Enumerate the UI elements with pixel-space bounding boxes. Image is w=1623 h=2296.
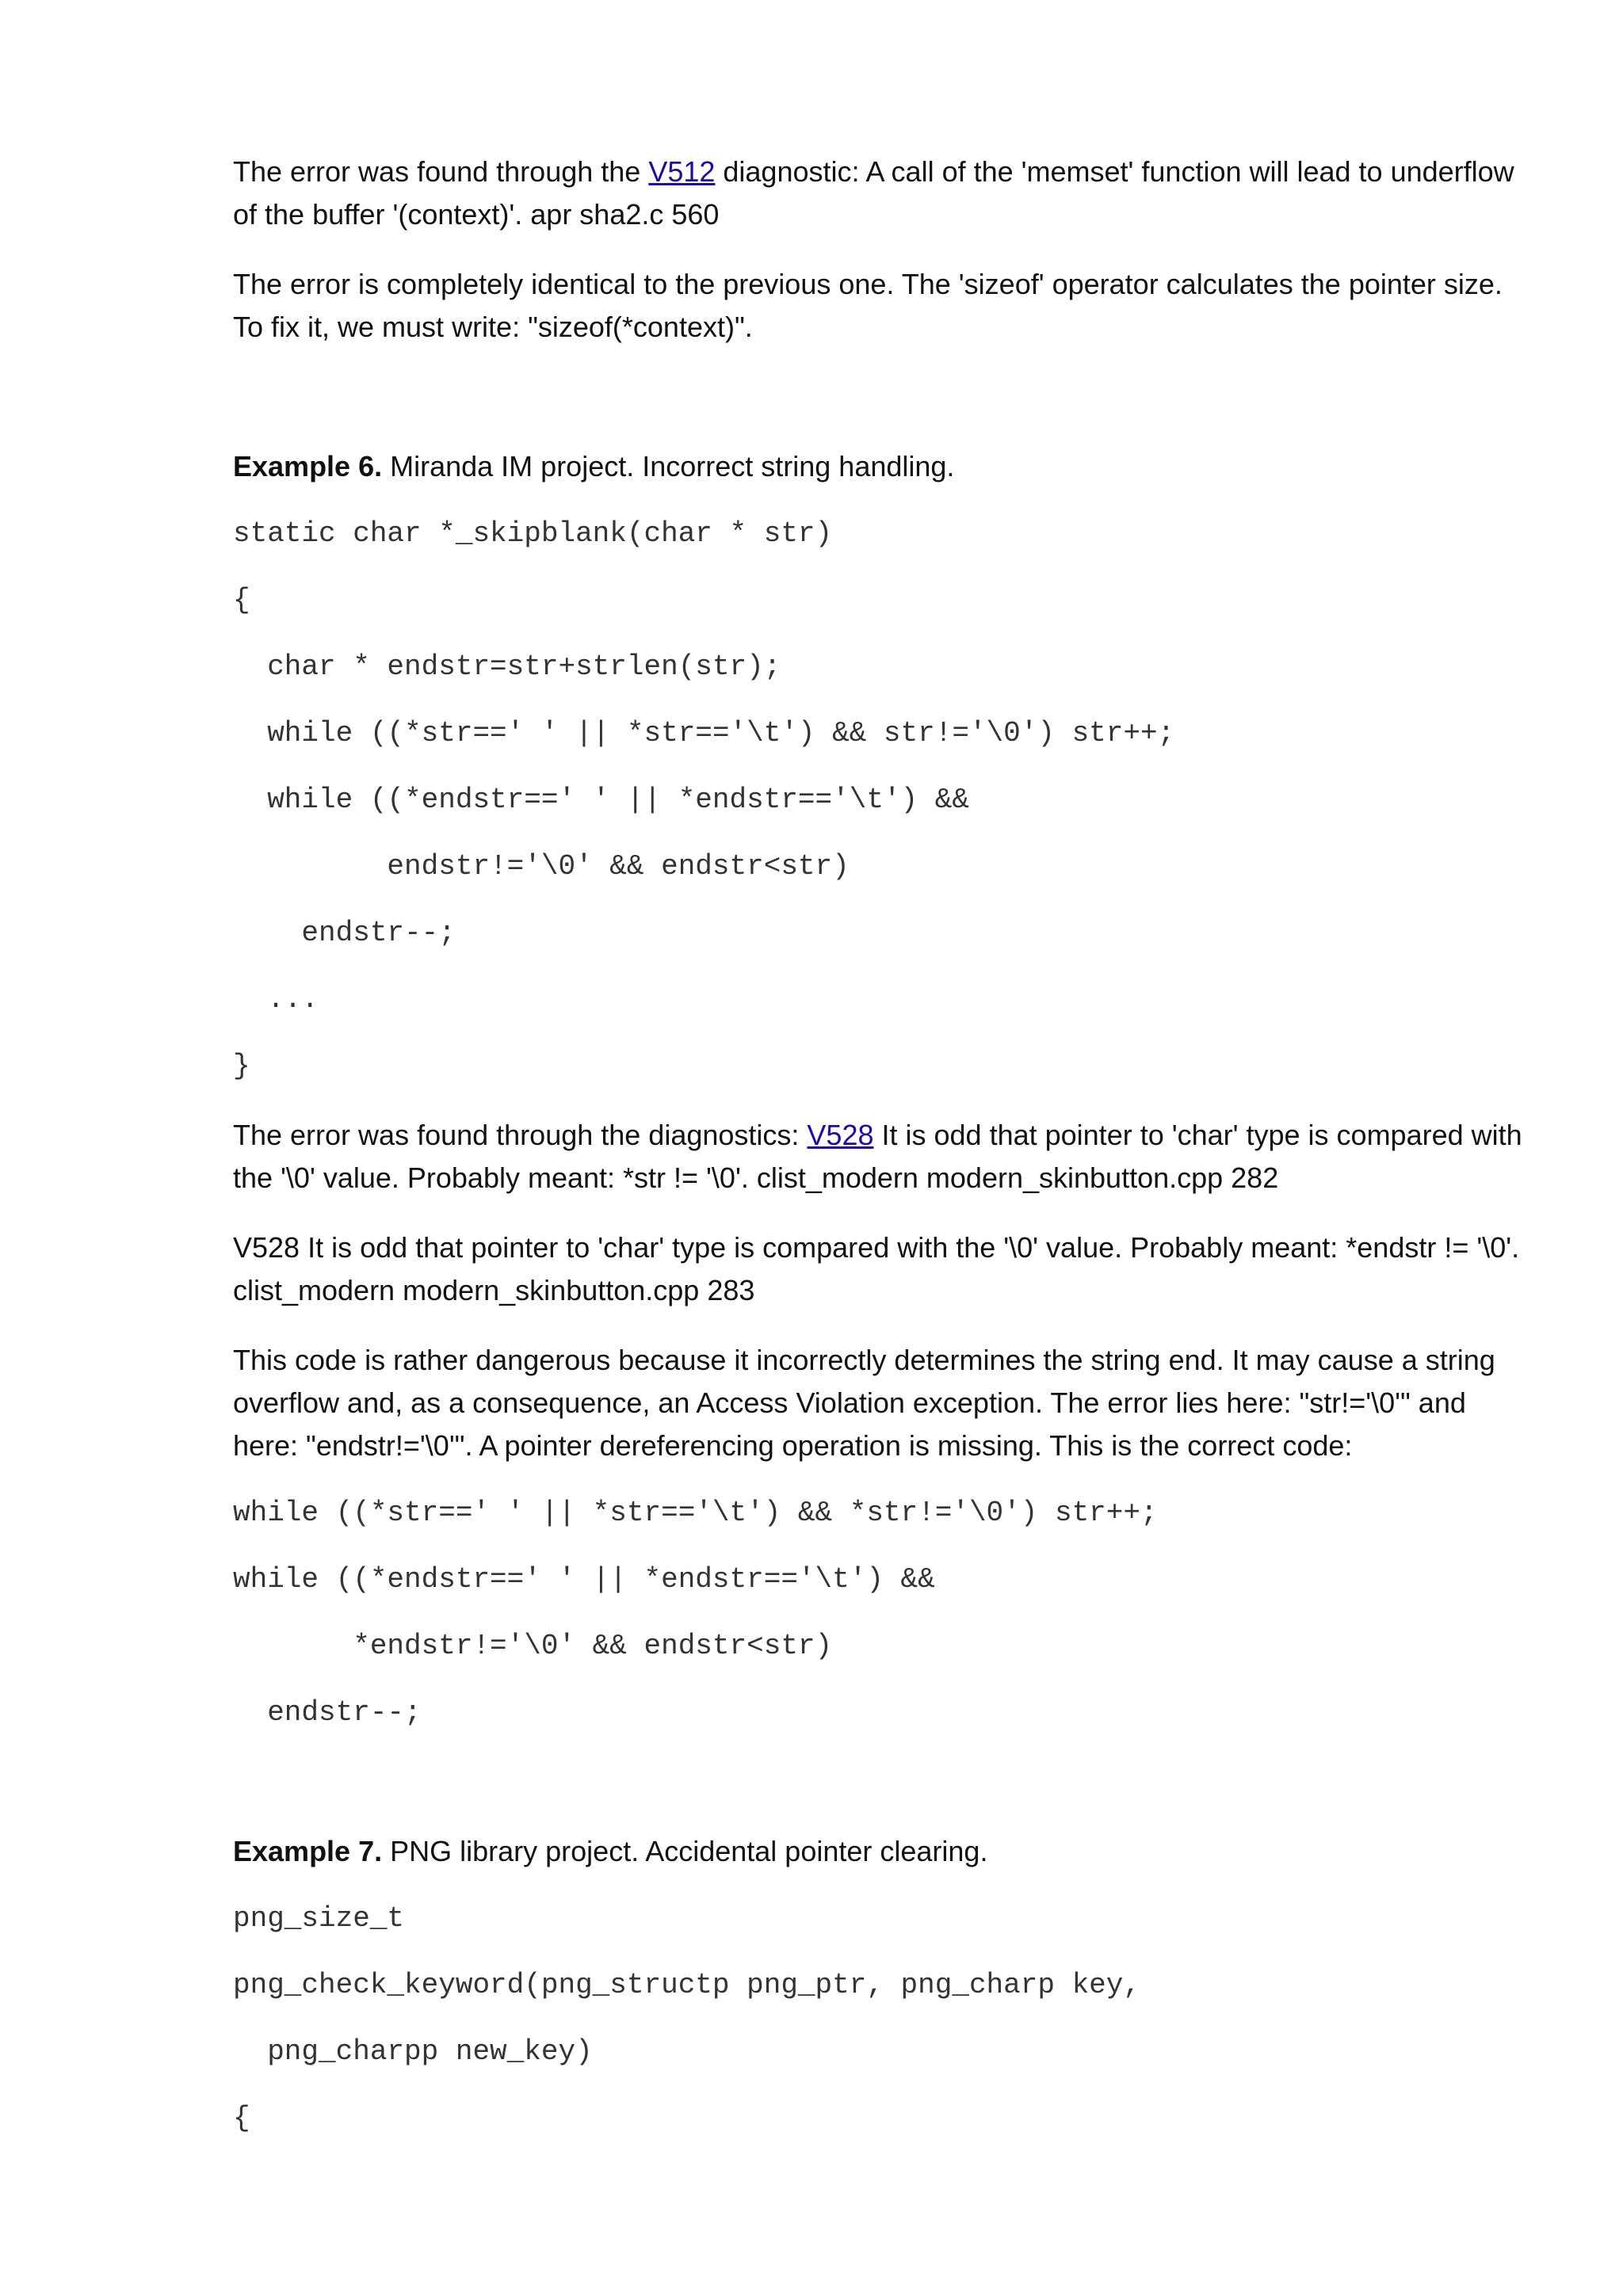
v528-link[interactable]: V528	[807, 1119, 874, 1151]
code-line: while ((*endstr==' ' || *endstr=='\t') &&	[233, 784, 969, 816]
example-6-heading	[233, 445, 1533, 488]
code-line: {	[233, 584, 250, 616]
text-segment: The error was found through the diagnostics:	[233, 1119, 808, 1151]
code-line: endstr--;	[233, 1696, 422, 1729]
text-segment: diagnostic: A call of the 'memset' function will lead to underflow of the buffer '(context)'. apr sha2.c 560	[233, 155, 1514, 231]
example-7-heading	[233, 1830, 1533, 1873]
code-line: png_check_keyword(png_structp png_ptr, png_charp key,	[233, 1969, 1140, 2001]
code-line: ...	[233, 983, 319, 1016]
explanation-paragraph: This code is rather dangerous because it incorrectly determines the string end. It may cause a string overflow and, as a consequence, an Access Violation exception. The error lies here: "str!='\0'" and here: "endstr!='\0'". A pointer dereferencing operation is missing. This is the correct code:	[233, 1344, 1495, 1462]
code-line: static char *_skipblank(char * str)	[233, 517, 833, 550]
code-block-fixed	[233, 1494, 1533, 1732]
code-line: endstr--;	[233, 917, 456, 949]
section-gap	[233, 376, 1533, 445]
explanation-paragraph: The error is completely identical to the previous one. The 'sizeof' operator calculates the pointer size. To fix it, we must write: "sizeof(*context)".	[233, 268, 1503, 343]
example-title: PNG library project. Accidental pointer clearing.	[382, 1835, 988, 1867]
example-label: Example 7.	[233, 1835, 383, 1867]
section-gap	[233, 1760, 1533, 1830]
code-line: while ((*str==' ' || *str=='\t') && str!='\0') str++;	[233, 717, 1175, 749]
code-line: {	[233, 2102, 250, 2134]
v512-link[interactable]: V512	[648, 155, 716, 188]
document-body	[233, 151, 1533, 2166]
code-line: *endstr!='\0' && endstr<str)	[233, 1630, 833, 1662]
example-title: Miranda IM project. Incorrect string handling.	[382, 450, 955, 482]
diagnostic-paragraph-v528-second: V528 It is odd that pointer to 'char' type is compared with the '\0' value. Probably meant: *endstr != '\0'. clist_modern modern_skinbutton.cpp 283	[233, 1231, 1520, 1306]
diagnostic-paragraph-v528	[233, 1114, 1533, 1199]
code-line: png_size_t	[233, 1902, 405, 1935]
code-block-example-6	[233, 515, 1533, 1085]
code-line: char * endstr=str+strlen(str);	[233, 650, 781, 683]
text-segment: The error was found through the	[233, 155, 649, 188]
example-label: Example 6.	[233, 450, 383, 482]
code-line: png_charpp new_key)	[233, 2035, 593, 2068]
diagnostic-paragraph-v512	[233, 151, 1533, 236]
code-line: }	[233, 1050, 250, 1082]
code-line: while ((*str==' ' || *str=='\t') && *str!='\0') str++;	[233, 1497, 1158, 1529]
code-line: while ((*endstr==' ' || *endstr=='\t') &&	[233, 1563, 935, 1596]
code-line: endstr!='\0' && endstr<str)	[233, 850, 850, 883]
code-block-example-7	[233, 1900, 1533, 2138]
text-segment: It is odd that pointer to 'char' type is compared with the '\0' value. Probably meant: *str != '\0'. clist_modern modern_skinbutton.cpp 282	[233, 1119, 1522, 1194]
